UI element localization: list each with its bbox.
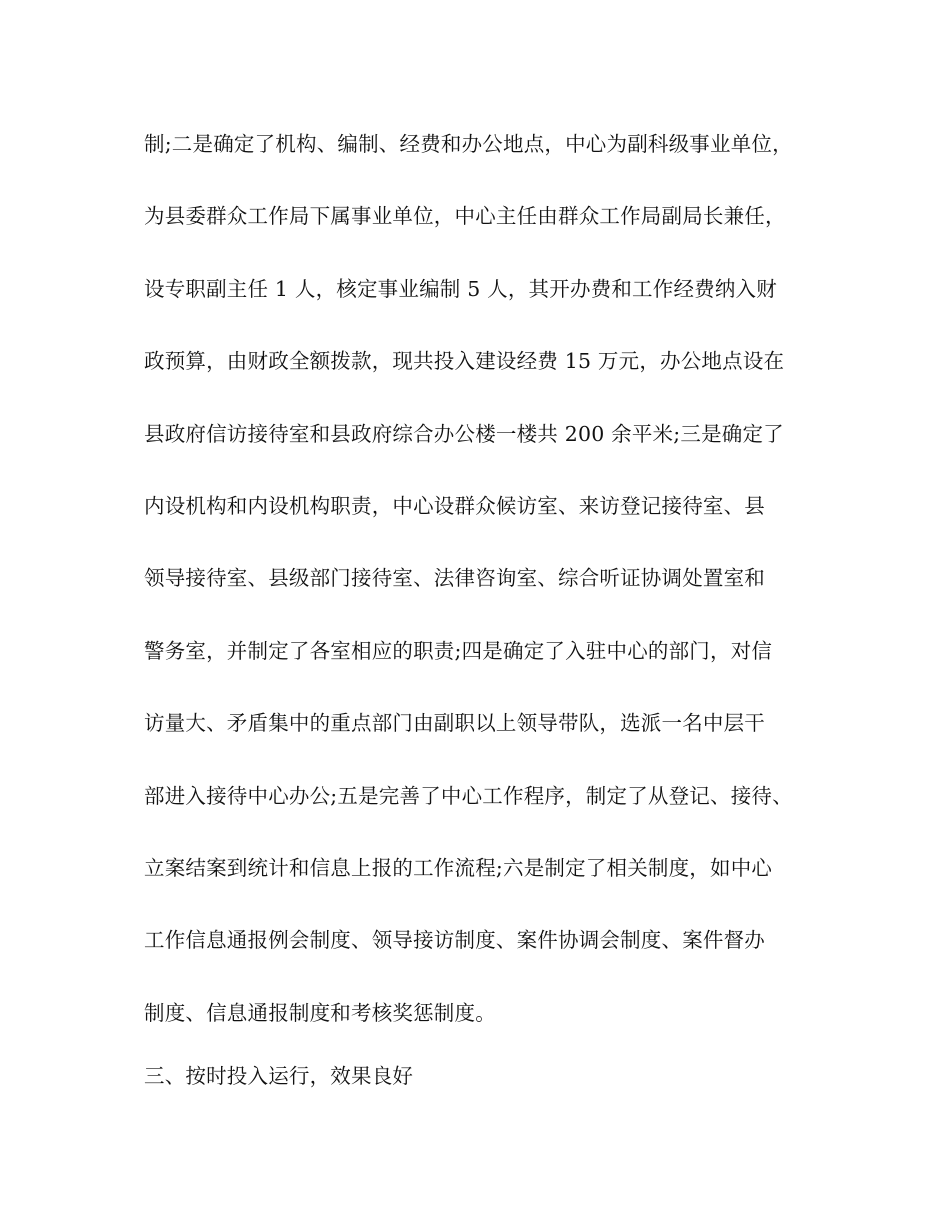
text-line: 立案结案到统计和信息上报的工作流程;六是制定了相关制度，如中心	[144, 855, 773, 880]
text-line: 领导接待室、县级部门接待室、法律咨询室、综合听证协调处置室和	[144, 566, 765, 591]
text-line: 访量大、矛盾集中的重点部门由副职以上领导带队，选派一名中层干	[144, 711, 765, 736]
section-heading: 三、按时投入运行，效果良好	[144, 1064, 414, 1088]
body-paragraph	[144, 124, 834, 1065]
text-line: 政预算，由财政全额拨款，现共投入建设经费 15 万元，办公地点设在	[144, 349, 785, 374]
text-line: 警务室，并制定了各室相应的职责;四是确定了入驻中心的部门，对信	[144, 638, 773, 663]
text-line: 为县委群众工作局下属事业单位，中心主任由群众工作局副局长兼任，	[144, 204, 786, 229]
text-line: 制度、信息通报制度和考核奖惩制度。	[144, 1000, 496, 1025]
text-line: 设专职副主任 1 人，核定事业编制 5 人，其开办费和工作经费纳入财	[144, 276, 777, 301]
text-line: 制;二是确定了机构、编制、经费和办公地点，中心为副科级事业单位，	[144, 132, 793, 156]
text-line: 部进入接待中心办公;五是完善了中心工作程序，制定了从登记、接待、	[144, 783, 793, 808]
text-line: 工作信息通报例会制度、领导接访制度、案件协调会制度、案件督办	[144, 928, 765, 953]
text-line: 内设机构和内设机构职责，中心设群众候访室、来访登记接待室、县	[144, 493, 765, 518]
text-line: 县政府信访接待室和县政府综合办公楼一楼共 200 余平米;三是确定了	[144, 421, 784, 446]
